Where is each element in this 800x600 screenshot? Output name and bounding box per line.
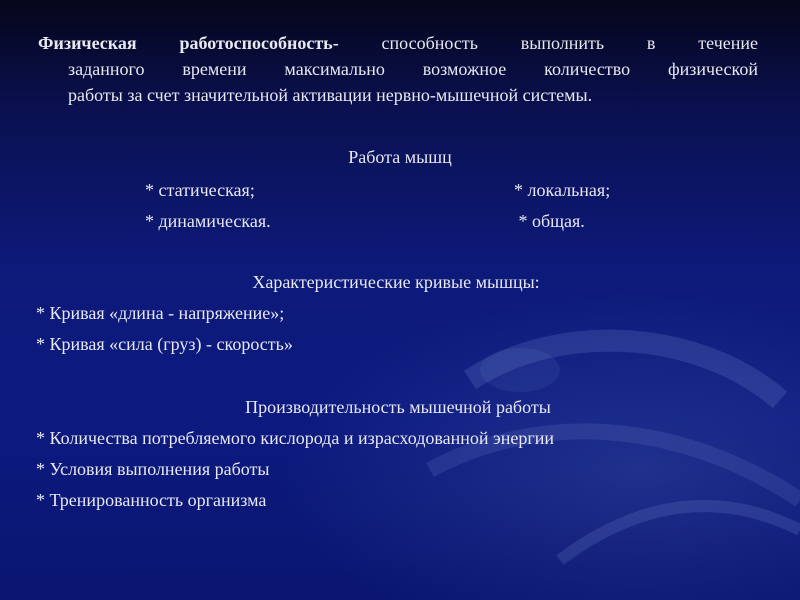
definition-line-1-rest: способность выполнить в течение [338,33,758,53]
muscle-work-title: Работа мышц [348,147,452,167]
productivity-item-2: * Условия выполнения работы [36,459,270,479]
muscle-work-right-item-1: * локальная; [514,180,611,200]
definition-line-3: работы за счет значительной активации нервно-мышечной системы. [68,85,593,105]
productivity-item-3: * Тренированность организма [36,490,267,510]
productivity-title: Производительность мышечной работы [245,397,551,417]
definition-paragraph [38,30,758,108]
curves-item-2: * Кривая «сила (груз) - скорость» [36,334,293,354]
productivity-item-1: * Количества потребляемого кислорода и израсходованной энергии [36,428,555,448]
curves-title: Характеристические кривые мышцы: [252,272,540,292]
definition-term: Физическая работоспособность- [38,33,339,53]
muscle-work-left-item-2: * динамическая. [145,211,271,231]
muscle-work-left-item-1: * статическая; [145,180,255,200]
curves-item-1: * Кривая «длина - напряжение»; [36,303,285,323]
definition-line-2: заданного времени максимально возможное количество физической [68,59,758,79]
muscle-work-right-item-2: * общая. [514,211,585,231]
